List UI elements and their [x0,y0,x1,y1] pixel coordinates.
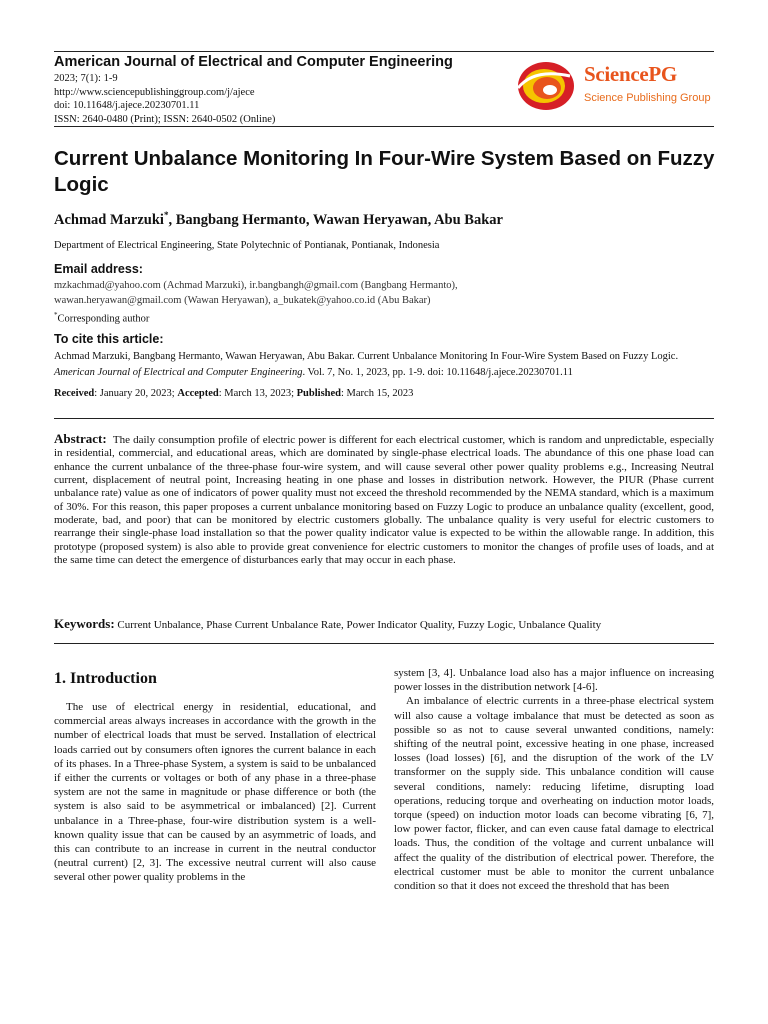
paragraph: An imbalance of electric currents in a three-phase electrical system will also cause a voltage imbalance that must be detected as soon as possible so as not to cause several unwanted conditions, namely: shifting of the neutral point, excessive heating in one phase, increased losses (load losses) [6], and the disruption of the work of the LV transformer on the supply side. This unbalance condition will cause several conditions, namely: reducing lifetime, disrupting load operations, reducing torque and overheating on induction motor loads, torque (speed) on induction motor loads can become vibrating [6, 7], low power factor, flicker, and can even cause fatal damage to electrical loads. Thus, the condition of the voltage and current unbalance will affect the quality of the distribution of electrical power. Therefore, the electrical customer must be able to monitor the current unbalance condition so that it does not exceed the threshold that has been [394,695,714,893]
right-column [394,666,714,893]
published-label: Published [296,388,341,399]
journal-volume: 2023; 7(1): 1-9 [54,73,118,84]
authors [54,210,503,229]
header-top-rule [54,51,714,52]
keywords-label: Keywords: [54,616,115,631]
article-dates [54,388,413,399]
sciencepg-swirl-icon [514,58,580,114]
journal-issn: ISSN: 2640-0480 (Print); ISSN: 2640-0502 (Online) [54,113,276,125]
journal-name: American Journal of Electrical and Computer Engineering [54,54,453,70]
keywords-text: Current Unbalance, Phase Current Unbalance Rate, Power Indicator Quality, Fuzzy Logic, Unbalance Quality [117,619,602,631]
abstract [54,432,714,567]
received-date: : January 20, 2023; [94,388,178,399]
journal-doi: doi: 10.11648/j.ajece.20230701.11 [54,100,200,112]
citation-details: . Vol. 7, No. 1, 2023, pp. 1-9. doi: 10.11648/j.ajece.20230701.11 [302,366,573,378]
logo-tagline: Science Publishing Group [584,92,711,104]
received-label: Received [54,388,95,399]
citation [54,349,716,380]
abstract-text: The daily consumption profile of electric power is different for each electrical customer, which is random and unpredictable, especially in residential, commercial, and educational areas, which are dominated by single-phase electrical loads. The abundance of this one phase load can enhance the current unbalance of the three-phase four-wire system, and will cause several other power quality problems e.g., Increasing Neutral current, displacement of neutral point, Increasing heating in one phase and losses in distribution network. However, the PIUR (Phase current unbalance rate) value as one of indicators of power quality must not exceed the threshold recommended by the NEMA standard, which is a maximum of 30%. For this reason, this paper proposes a current unbalance monitoring based on Fuzzy Logic to produce an unbalance quality (excellent, good, moderate, bad, and poor) that can be monitored by electric customers globally. The unbalance quality is very useful for electric customers to rearrange their single-phase load installation so that the power quality indicator value is expected to be within the allowable range. In addition, this prototype (proposed system) is also able to provide great convenience for electric customers to monitor the changes of profile uses of loads, and at the same time can detect the emergence of disturbances early that may occur in each phase. [54,434,714,567]
abstract-label: Abstract: [54,431,107,446]
corresponding-mark: * [163,210,169,220]
email-heading: Email address: [54,262,143,276]
email-line[interactable]: wawan.heryawan@gmail.com (Wawan Heryawan), a_bukatek@yahoo.co.id (Abu Bakar) [54,294,431,306]
paragraph: system [3, 4]. Unbalance load also has a major influence on increasing power losses in the distribution network [4-6]. [394,667,714,694]
keywords [54,616,734,632]
author-first: Achmad Marzuki [54,211,164,228]
corresponding-note-mark: * [54,311,58,319]
abstract-bottom-rule [54,643,714,644]
left-column [54,700,376,885]
accepted-label: Accepted [177,388,219,399]
affiliation: Department of Electrical Engineering, State Polytechnic of Pontianak, Pontianak, Indonesia [54,240,440,251]
citation-text: Achmad Marzuki, Bangbang Hermanto, Wawan Heryawan, Abu Bakar. Current Unbalance Monitoring In Four-Wire System Based on Fuzzy Logic. [54,351,679,362]
paragraph: The use of electrical energy in residential, educational, and commercial areas always increases in accordance with the growth in the number of electrical loads that must be served. Installation of electrical loads carried out by consumers often ignores the current balance in each of its phases. In a Three-phase System, a system is said to be unbalanced if either the currents or voltages or both of any phase in a three-phase system are not the same in magnitude or phase difference or both (the system is also said to be asymmetrical or imbalanced) [2]. Current unbalance in a Three-phase, four-wire distribution system is a well-known quality issue that can be caused by an asymmetric of loads, and this can contribute to an increase in current in the neutral conductor (neutral current) [2, 3]. The excessive neutral current will also cause several other power quality problems in the [54,701,376,884]
journal-meta [54,72,275,126]
journal-url[interactable]: http://www.sciencepublishinggroup.com/j/ajece [54,86,255,98]
sciencepg-logo [514,58,714,114]
published-date: : March 15, 2023 [341,388,414,399]
article-title: Current Unbalance Monitoring In Four-Wire System Based on Fuzzy Logic [54,147,715,196]
header-bottom-rule [54,126,714,127]
corresponding-note [54,311,149,325]
cite-heading: To cite this article: [54,332,164,346]
email-list [54,279,458,308]
section-heading-introduction: 1. Introduction [54,670,157,687]
citation-journal: American Journal of Electrical and Computer Engineering [54,366,303,378]
accepted-date: : March 13, 2023; [218,388,297,399]
abstract-top-rule [54,418,714,419]
email-line[interactable]: mzkachmad@yahoo.com (Achmad Marzuki), ir.bangbangh@gmail.com (Bangbang Hermanto), [54,280,458,291]
authors-rest: , Bangbang Hermanto, Wawan Heryawan, Abu Bakar [168,211,503,228]
corresponding-note-text: Corresponding author [57,313,150,325]
logo-wordmark: SciencePG [584,62,677,86]
